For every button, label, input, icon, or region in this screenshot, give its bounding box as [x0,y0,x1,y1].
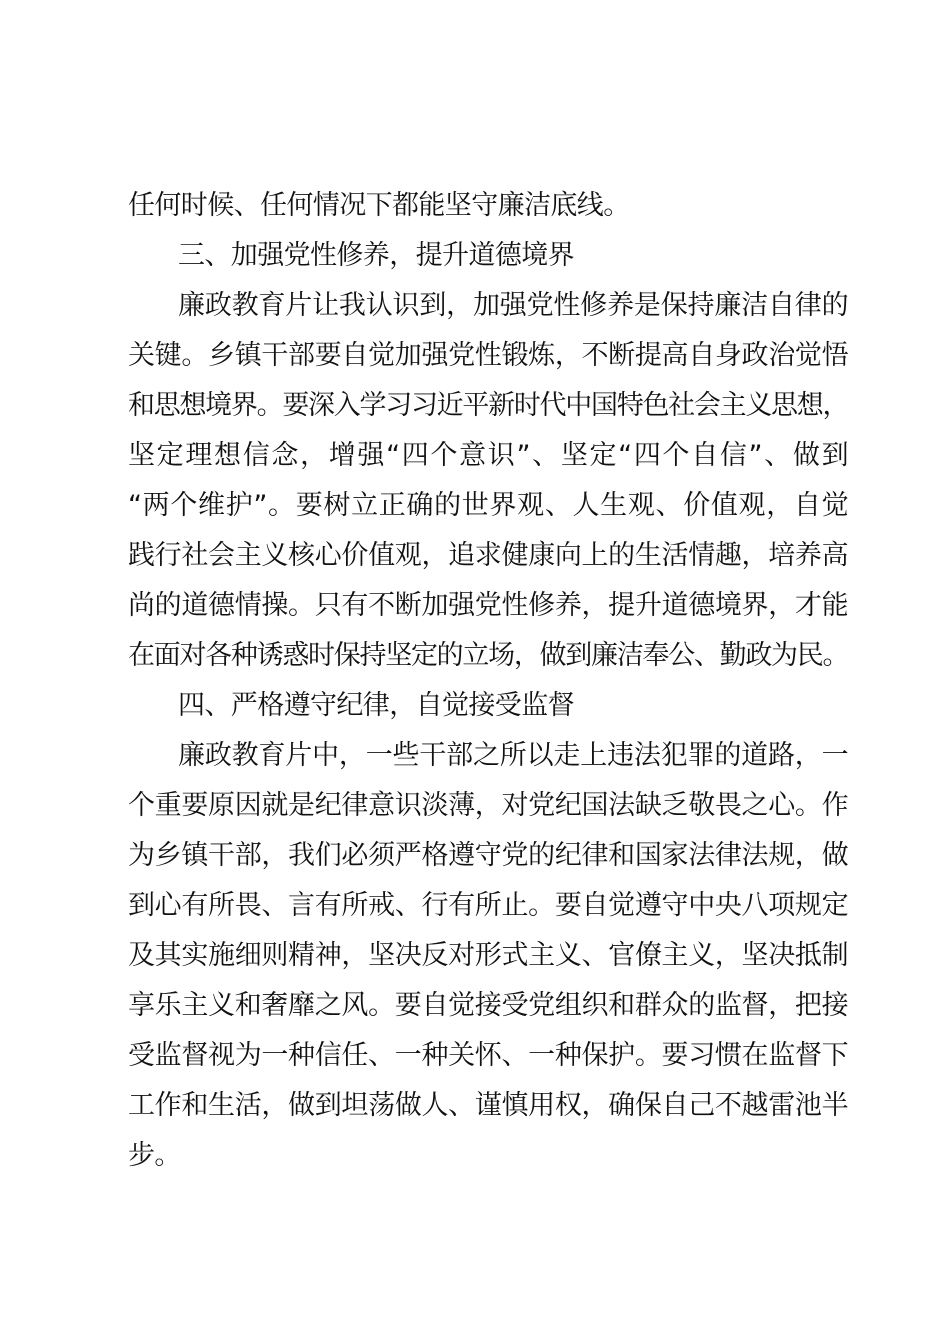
document-body [128,181,848,1181]
section-heading-4: 四、严格遵守纪律，自觉接受监督 [178,690,574,721]
text-line: 任何时候、任何情况下都能坚守廉洁底线。 [128,190,630,221]
text-line: “两个维护”。要树立正确的世界观、人生观、价值观，自觉 [128,490,848,521]
text-line: 关键。乡镇干部要自觉加强党性锻炼，不断提高自身政治觉悟 [128,340,848,371]
section-heading-3: 三、加强党性修养，提升道德境界 [178,240,574,271]
text-line: 到心有所畏、言有所戒、行有所止。要自觉遵守中央八项规定 [128,890,848,921]
text-line: 廉政教育片中，一些干部之所以走上违法犯罪的道路，一 [178,740,848,771]
text-line: 为乡镇干部，我们必须严格遵守党的纪律和国家法律法规，做 [128,840,848,871]
text-line: 和思想境界。要深入学习习近平新时代中国特色社会主义思想， [128,390,848,421]
text-line: 尚的道德情操。只有不断加强党性修养，提升道德境界，才能 [128,590,848,621]
text-line: 享乐主义和奢靡之风。要自觉接受党组织和群众的监督，把接 [128,990,848,1021]
text-line: 廉政教育片让我认识到，加强党性修养是保持廉洁自律的 [178,290,848,321]
text-line: 工作和生活，做到坦荡做人、谨慎用权，确保自己不越雷池半 [128,1090,848,1121]
text-line: 个重要原因就是纪律意识淡薄，对党纪国法缺乏敬畏之心。作 [128,790,848,821]
text-line: 践行社会主义核心价值观，追求健康向上的生活情趣，培养高 [128,540,848,571]
text-line: 及其实施细则精神，坚决反对形式主义、官僚主义，坚决抵制 [128,940,848,971]
text-line: 坚定理想信念，增强“四个意识”、坚定“四个自信”、做到 [128,440,848,471]
text-line: 受监督视为一种信任、一种关怀、一种保护。要习惯在监督下 [128,1040,848,1071]
text-line: 在面对各种诱惑时保持坚定的立场，做到廉洁奉公、勤政为民。 [128,640,848,671]
text-line: 步。 [128,1140,181,1171]
